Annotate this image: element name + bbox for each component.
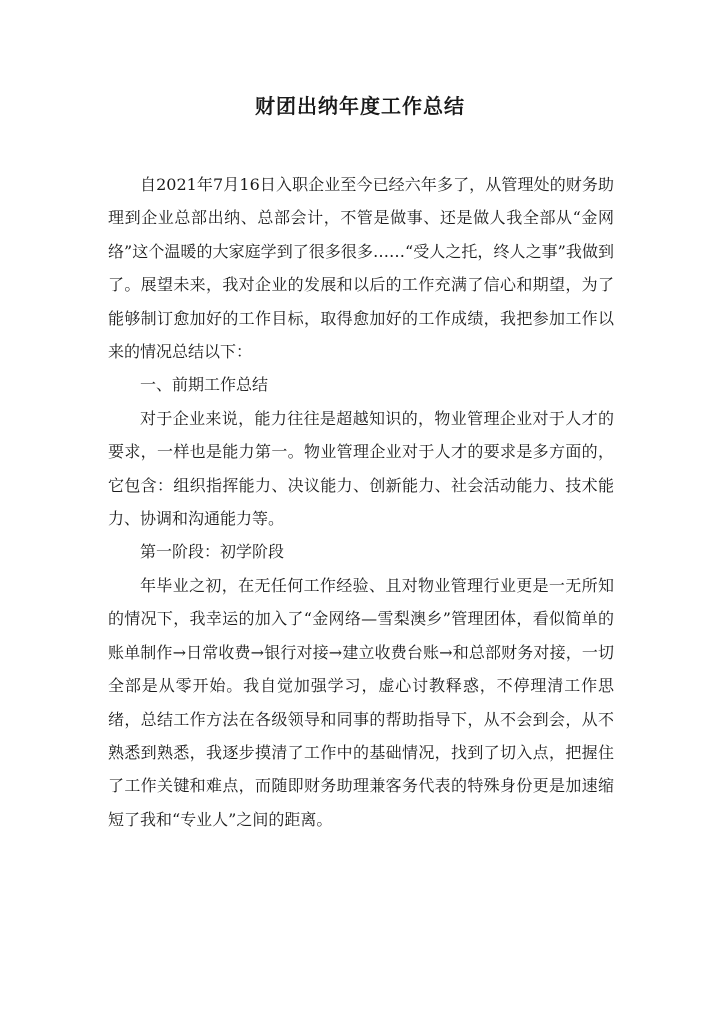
section-heading-summary: 一、前期工作总结 <box>140 375 269 395</box>
paragraph-stage-one: 年毕业之初，在无任何工作经验、且对物业管理行业更是一无所知的情况下，我幸运的加入了“金网络—雪梨澳乡”管理团体，看似简单的账单制作→日常收费→银行对接→建立收费台账→和总部财务对接，一切全部是从零开始。我自觉加强学习，虚心讨教释惑，不停理清工作思绪，总结工作方法在各级领导和同事的帮助指导下，从不会到会，从不熟悉到熟悉，我逐步摸清了工作中的基础情况，找到了切入点，把握住了工作关键和难点，而随即财务助理兼客务代表的特殊身份更是加速缩短了我和“专业人”之间的距离。 <box>108 575 614 829</box>
section-heading-stage-one: 第一阶段：初学阶段 <box>140 542 285 562</box>
document-body <box>108 168 614 836</box>
paragraph-ability: 对于企业来说，能力往往是超越知识的，物业管理企业对于人才的要求，一样也是能力第一。物业管理企业对于人才的要求是多方面的，它包含：组织指挥能力、决议能力、创新能力、社会活动能力、技术能力、协调和沟通能力等。 <box>108 408 614 529</box>
paragraph-intro: 自2021年7月16日入职企业至今已经六年多了，从管理处的财务助理到企业总部出纳、总部会计，不管是做事、还是做人我全部从“金网络”这个温暖的大家庭学到了很多很多……“受人之托，终人之事”我做到了。展望未来，我对企业的发展和以后的工作充满了信心和期望，为了能够制订愈加好的工作目标，取得愈加好的工作成绩，我把参加工作以来的情况总结以下： <box>108 175 614 362</box>
document-title: 财团出纳年度工作总结 <box>255 94 465 118</box>
